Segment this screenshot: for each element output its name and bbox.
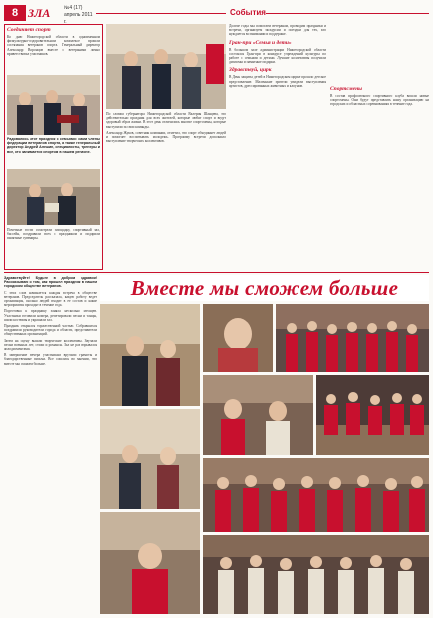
top-article-photo: [7, 75, 100, 135]
collage-photo-7: [203, 458, 429, 532]
collage-photo-4: [203, 375, 313, 455]
right-article-headline-3: Спортсмены: [330, 86, 362, 92]
collage-photo-5: [316, 375, 429, 455]
header-rule-left: [96, 13, 226, 14]
bottom-article-body-3: Праздник открылся торжественной частью. Собравшихся поздравили руководители города и области, представители общественных организаций.: [4, 324, 97, 337]
bottom-article-body-4: Затем на сцену вышли творческие коллективы. Звучали песни военных лет, стихи и романсы. Зал не раз взрывался аплодисментами.: [4, 338, 97, 352]
top-article-body-2: Почетные гости осмотрели площадку, спортивный зал, бассейн, поздравили всех с праздником и подарили памятные сувениры.: [7, 228, 100, 241]
top-article-headline: Соединяет спорт: [7, 27, 51, 33]
right-article-headline-2: Здравствуй, цирк: [229, 67, 272, 74]
bottom-article-body-2: Подготовка к празднику заняла несколько месяцев. Участники готовили номера, репетировали песни и танцы, шили костюмы и украшали зал.: [4, 309, 97, 322]
rubric-title: События: [230, 8, 266, 17]
newspaper-logo: ЗЛА: [28, 6, 51, 20]
banner: [100, 275, 429, 301]
top-article-caption-block: [7, 137, 100, 167]
top-article-caption: Радовались этот праздник с семьями: сами члены федерации ветеранов спорта, а также генеральный директор Андрей Алешин, специалисты, тренеры и все, кто занимается спортом в нашем регионе.: [7, 137, 100, 154]
top-article-body-1: Ко дню Нижегородской области в одноименном физкультурно-оздоровительном комплексе прошли состязания ветеранов спорта. Генеральный директор Александр Воронцов вместе с ветеранами лично приветствовал участников.: [7, 35, 100, 56]
top-middle-text: [106, 112, 226, 270]
banner-title: Вместе мы сможем больше: [130, 276, 399, 300]
collage-photo-2: [203, 304, 273, 372]
collage-photo-8: [100, 512, 200, 614]
issue-info: №4 (17) апрель 2011 г.: [64, 5, 93, 25]
right-article-body-1: В большом зале администрации Нижегородской области состоялся Гран-при в конкурсе учреждений культуры по работе с семьями и детьми. Лучшие коллективы получили дипломы и памятные подарки.: [229, 47, 326, 65]
top-article-photo-2: [7, 169, 100, 225]
bottom-article-greeting: Здравствуйте! Будьте в добром здравии! Рассказываю о том, как прошел праздник в нашем городском обществе ветеранов.: [4, 276, 97, 289]
page-header: [4, 4, 429, 25]
top-article-intro: [7, 27, 100, 73]
top-right-middle-text: [229, 24, 326, 270]
header-rule-right: [266, 13, 429, 14]
bottom-article-body-1: С этих слов начинается каждая встреча в обществе ветеранов. Председатель рассказала, какую работу ведет организация, сколько людей входит в ее состав и какие мероприятия проходят в течение года.: [4, 290, 97, 308]
right-article-body-2: В День защиты детей в Нижегородском цирке прошло детское представление. Маленькие зрители увидели выступления артистов, дрессированных животных и клоунов.: [229, 75, 326, 88]
collage-photo-6: [100, 409, 200, 509]
right-article-headline-1: Гран-при «Семья и дети»: [229, 39, 292, 46]
page-number: 8: [4, 5, 26, 21]
top-article-col-1-bottom: [7, 228, 100, 268]
collage-photo-9: [203, 535, 429, 614]
top-middle-photo: [106, 24, 226, 109]
collage-photo-3: [276, 304, 429, 372]
bottom-article-body-5: В завершение вечера участникам вручили грамоты и благодарственные письма. Все сошлись во мнении, что вместе мы сможем больше.: [4, 353, 97, 366]
bottom-left-text: [4, 276, 97, 614]
section-divider: [4, 272, 429, 273]
right-article-intro: Долгие годы мы помогаем ветеранам, проводим праздники и встречи, организуем экскурсии и поездки для тех, кто нуждается во внимании и поддержке.: [229, 24, 326, 37]
top-article-body-3: По словам губернатора Нижегородской области Валерия Шанцева, это действительно праздник для всех жителей, которые любят спорт и ведут здоровый образ жизни. В этот день отличились многие спортсмены, которые выступили за свои команды.: [106, 112, 226, 129]
right-article-body-3: В состав профсоюзного спортивного клуба вошли новые спортсмены. Они будут представлять нашу организацию на городских и областных соревнованиях в течение года.: [330, 94, 429, 107]
top-article-body-4: Александр Жуков, советник компании, отметил, что спорт объединяет людей и помогает воспитывать молодежь. Программу встречи дополнило выступление творческих коллективов.: [106, 130, 226, 144]
top-far-right-text: [330, 24, 429, 270]
collage-photo-1: [100, 304, 200, 406]
